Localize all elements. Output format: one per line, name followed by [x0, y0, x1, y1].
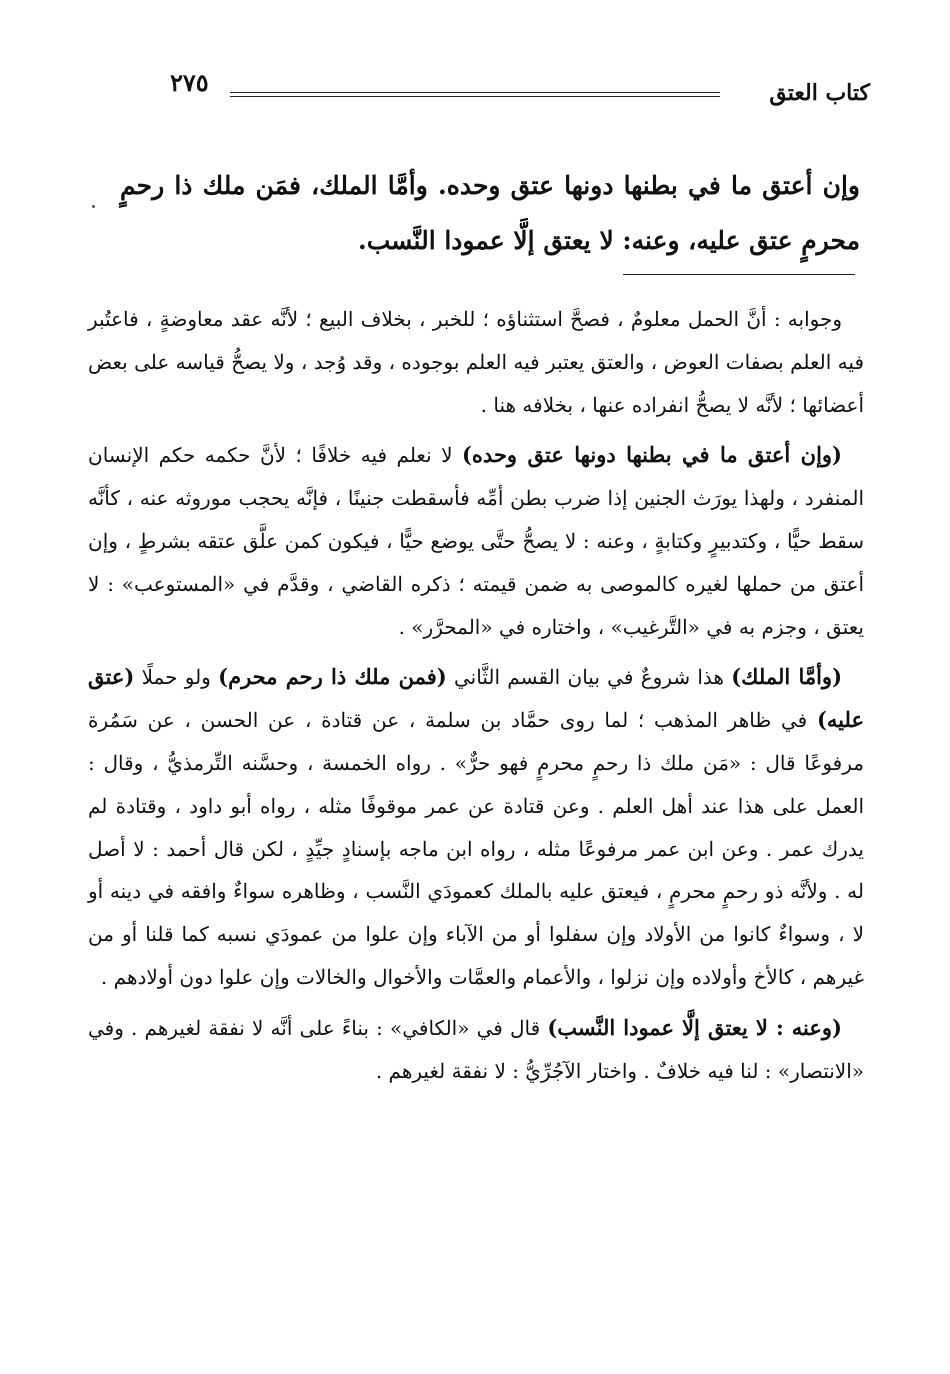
quoted-matn: (وعنه : لا يعتق إلَّا عمودا النَّسب): [547, 1014, 842, 1040]
page-header: [150, 62, 870, 112]
quoted-matn: (عتق عليه): [88, 664, 864, 733]
commentary-paragraph: [88, 656, 864, 998]
commentary: [88, 298, 864, 1100]
paragraph-text: هذا شروعٌ في بيان القسم الثَّاني: [446, 665, 732, 690]
paragraph-text: لا نعلم فيه خلافًا ؛ لأنَّ حكمه حكم الإنسان المنفرد ، ولهذا يورَث الجنين إذا ضرب بطن أمِّه فأسقطت جنينًا ، فإنَّه يحجب موروثه عنه ، كأنَّه سقط حيًّا ، وكتدبيرٍ وكتابةٍ ، وعنه : لا يصحُّ حتَّى يوضع حيًّا ، فيكون كمن علَّق عتقه بشرطٍ ، وإن أعتق من حملها لغيره كالموصى به ضمن قيمته ؛ ذكره القاضي ، وقدَّم في «المستوعب» : لا يعتق ، وجزم به في «التَّرغيب» ، واختاره في «المحرَّر» .: [88, 443, 864, 639]
paragraph-text: في ظاهر المذهب ؛ لما روى حمَّاد بن سلمة ، عن قتادة ، عن الحسن ، عن سَمُرة مرفوعًا قال : «مَن ملك ذا رحمٍ محرمٍ فهو حرٌّ» . رواه الخمسة ، وحسَّنه التِّرمذيُّ ، وقال : العمل على هذا عند أهل العلم . وعن قتادة عن عمر موقوفًا مثله ، رواه أبو داود ، وقتادة لم يدرك عمر . وعن ابن عمر مرفوعًا مثله ، رواه ابن ماجه بإسنادٍ جيِّدٍ ، لكن قال أحمد : لا أصل له . ولأنَّه ذو رحمٍ محرمٍ ، فيعتق عليه بالملك كعمودَي النَّسب ، وظاهره سواءٌ وافقه في دينه أو لا ، وسواءٌ كانوا من الأولاد وإن سفلوا أو من الآباء وإن علوا من عمودَي نسبه كما قلنا أو من غيرهم ، كالأخ وأولاده وإن نزلوا ، والأعمام والعمَّات والأخوال والخالات وإن علوا دون أولادهم .: [88, 708, 864, 989]
commentary-paragraph: [88, 1007, 864, 1093]
commentary-paragraph: [88, 434, 864, 648]
stray-mark: [92, 205, 95, 208]
page-number: ٢٧٥: [170, 68, 209, 97]
commentary-paragraph: [88, 298, 864, 426]
running-title: كتاب العتق: [769, 80, 870, 106]
quoted-matn: (وإن أعتق ما في بطنها دونها عتق وحده): [461, 442, 842, 468]
quoted-matn: (فمن ملك ذا رحم محرم): [218, 664, 447, 690]
quoted-matn: (وأمَّا الملك): [731, 664, 843, 690]
header-rule: [230, 92, 720, 97]
paragraph-text: ولو حملًا: [134, 665, 219, 690]
paragraph-text: قال في «الكافي» : بناءً على أنَّه لا نفقة لغيرهم . وفي «الانتصار» : لنا فيه خلافٌ . واختار الآجُرِّيُّ : لا نفقة لغيرهم .: [88, 1015, 864, 1083]
paragraph-text: وجوابه : أنَّ الحمل معلومٌ ، فصحَّ استثناؤه ؛ للخبر ، بخلاف البيع ؛ لأنَّه عقد معاوضةٍ ، فاعتُبر فيه العلم بصفات العوض ، والعتق يعتبر فيه العلم بوجوده ، وقد وُجد ، ولا يصحُّ قياسه على بعض أعضائها ؛ لأنَّه لا يصحُّ انفراده عنها ، بخلافه هنا .: [88, 307, 864, 417]
matn-text: وإن أعتق ما في بطنها دونها عتق وحده. وأمَّا الملك، فمَن ملك ذا رحمٍ محرمٍ عتق عليه، وعنه: لا يعتق إلَّا عمودا النَّسب.: [120, 171, 860, 255]
matn-divider: [623, 274, 855, 275]
